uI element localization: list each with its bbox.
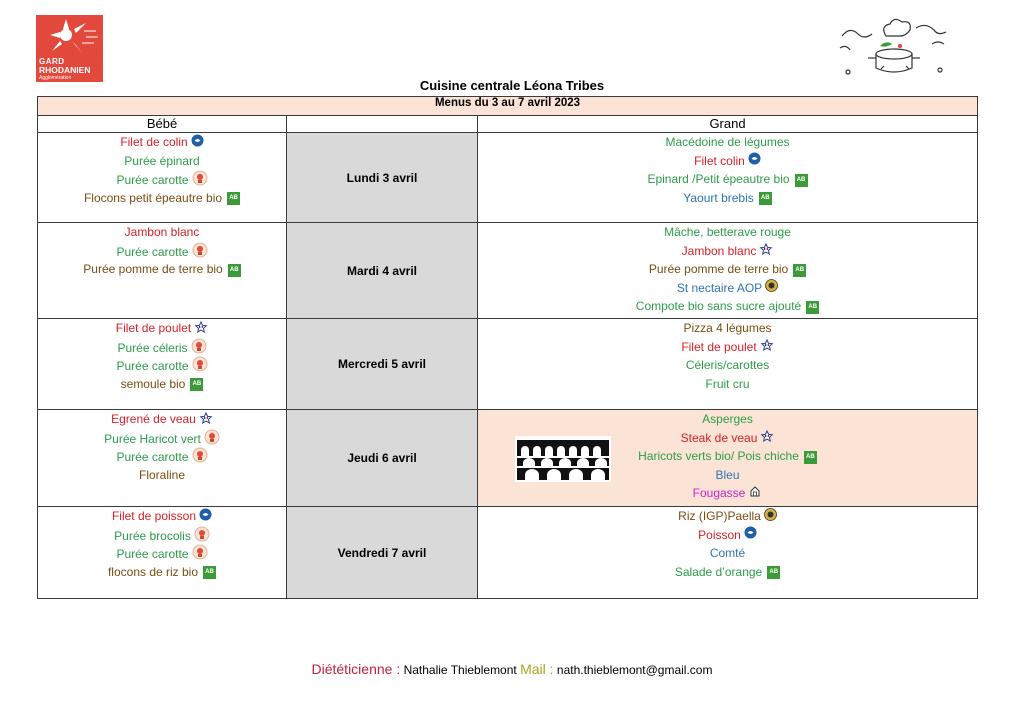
homemade-icon [192, 447, 208, 469]
menu-item-label: Comté [709, 546, 746, 560]
menu-item [38, 189, 286, 208]
logo-mark-icon [36, 15, 103, 59]
bio-icon: AB [757, 189, 772, 208]
menu-item-label: Purée carotte [116, 546, 189, 561]
menu-item-label: Purée Haricot vert [104, 431, 201, 446]
footer-contact [0, 661, 1024, 677]
grand-cell [478, 507, 978, 599]
logo-line1: GARD [39, 57, 65, 66]
day-row [38, 507, 978, 599]
menu-item-label: Purée céleris [117, 340, 188, 355]
menu-item [38, 563, 286, 582]
bio-icon: AB [226, 261, 241, 280]
menu-item [478, 563, 977, 582]
menu-item [38, 242, 286, 261]
day-label: Mardi 4 avril [287, 223, 478, 319]
menu-item-label: Yaourt brebis [683, 190, 754, 205]
menu-item [38, 356, 286, 375]
menu-item-label: Purée pomme de terre bio [648, 262, 789, 276]
menu-item [478, 242, 977, 261]
bio-icon: AB [791, 261, 806, 280]
menu-item [38, 170, 286, 189]
msc-icon [744, 526, 757, 545]
menu-item-label: Salade d’orange [674, 564, 763, 579]
header-grand: Grand [478, 116, 978, 133]
day-row [38, 410, 978, 507]
bio-icon: AB [225, 189, 240, 208]
menu-item [478, 133, 977, 152]
day-label: Mercredi 5 avril [287, 319, 478, 410]
menu-item [38, 223, 286, 242]
dietitian-name: Nathalie Thieblemont [403, 663, 517, 677]
menu-item [478, 223, 977, 242]
bebe-cell [38, 319, 287, 410]
bio-icon: AB [793, 171, 808, 190]
menu-item-label: St nectaire AOP [676, 280, 763, 295]
bebe-cell [38, 410, 287, 507]
menu-item [478, 507, 977, 526]
menu-item-label: Epinard /Petit épeautre bio [647, 172, 790, 186]
menu-item [478, 319, 977, 338]
day-row [38, 223, 978, 319]
menu-item-label: flocons de riz bio [107, 564, 199, 579]
day-label: Lundi 3 avril [287, 133, 478, 223]
grand-cell [478, 319, 978, 410]
bio-icon: AB [804, 298, 819, 317]
logo-line3: Agglomération [39, 75, 72, 81]
gard-rhodanien-logo [36, 15, 103, 82]
menu-item [38, 429, 286, 448]
bakery-icon [748, 484, 762, 504]
menu-item [38, 338, 286, 357]
menu-item [478, 375, 977, 394]
menu-item-label: Purée pomme de terre bio [83, 262, 223, 276]
page-title: Cuisine centrale Léona Tribes [419, 78, 605, 93]
menu-item [38, 507, 286, 526]
menu-item [478, 279, 977, 298]
igp-icon [764, 508, 777, 527]
bio-icon: AB [802, 448, 817, 467]
day-label: Jeudi 6 avril [287, 410, 478, 507]
menu-item-label: Céleris/carottes [685, 358, 770, 372]
menu-item-label: Jambon blanc [681, 243, 757, 258]
menu-item [38, 466, 286, 485]
aop-icon [765, 279, 778, 298]
msc-icon [748, 152, 761, 171]
msc-icon [199, 508, 212, 527]
menu-item [478, 544, 977, 563]
menu-item-label: Haricots verts bio/ Pois chiche [638, 449, 799, 463]
menu-item-label: Egrené de veau [111, 412, 196, 426]
menu-item-label: Floraline [138, 467, 186, 482]
french-origin-icon [760, 429, 774, 448]
french-origin-icon [759, 242, 773, 261]
grand-cell [478, 133, 978, 223]
menu-item-label: Filet de poulet [681, 339, 757, 354]
menu-item-label: Bleu [715, 467, 740, 482]
grand-cell [478, 223, 978, 319]
menu-item-label: Macédoine de légumes [665, 135, 790, 149]
menu-item-label: Fruit cru [705, 376, 750, 391]
mail-label: Mail : [520, 661, 554, 677]
chef-pot-illustration-icon [836, 16, 952, 82]
menu-item-label: Filet de poulet [115, 321, 192, 335]
menu-item-label: Purée carotte [116, 172, 189, 187]
menu-item [478, 484, 977, 503]
menu-item-label: Mâche, betterave rouge [664, 225, 791, 239]
bio-icon: AB [765, 563, 780, 582]
menu-item [38, 544, 286, 563]
menu-item [38, 375, 286, 394]
menu-item [478, 170, 977, 189]
bebe-cell [38, 133, 287, 223]
menu-item [478, 526, 977, 545]
header-day [287, 116, 478, 133]
menu-item-label: semoule bio [120, 376, 186, 391]
menu-item-label: Steak de veau [680, 430, 758, 445]
menu-item-label: Poisson [698, 527, 741, 542]
menu-item [38, 133, 286, 152]
menu-item-label: Pizza 4 légumes [683, 321, 772, 335]
menu-item [38, 410, 286, 429]
menu-item [478, 152, 977, 171]
french-origin-icon [760, 338, 774, 357]
pont-du-gard-icon [515, 436, 611, 482]
french-origin-icon [194, 320, 208, 339]
menu-item [478, 189, 977, 208]
menu-item [38, 260, 286, 279]
day-row [38, 133, 978, 223]
menu-item-label: Purée épinard [124, 153, 200, 168]
menu-item [38, 152, 286, 171]
menu-item-label: Purée carotte [116, 358, 189, 373]
menu-item [478, 297, 977, 316]
menu-item [38, 447, 286, 466]
menu-item [38, 526, 286, 545]
menu-item-label: Purée brocolis [114, 528, 191, 543]
header-bebe: Bébé [38, 116, 287, 133]
menu-item-label: Riz (IGP)Paella [678, 509, 761, 523]
menu-item-label: Filet colin [694, 153, 745, 168]
menu-item-label: Asperges [702, 412, 753, 426]
mail-address[interactable]: nath.thieblemont@gmail.com [556, 663, 713, 677]
menu-item [478, 356, 977, 375]
menu-item-label: Filet de poisson [111, 509, 197, 523]
menu-item-label: Purée carotte [116, 449, 189, 464]
menu-item [478, 338, 977, 357]
menu-item-label: Fougasse [692, 486, 746, 500]
menu-item [38, 319, 286, 338]
french-origin-icon [199, 411, 213, 430]
menu-item-label: Jambon blanc [124, 225, 200, 239]
bebe-cell [38, 223, 287, 319]
day-label: Vendredi 7 avril [287, 507, 478, 599]
logo-line2: RHODANIEN [39, 65, 91, 75]
menu-item-label: Compote bio sans sucre ajouté [635, 299, 802, 313]
day-row [38, 319, 978, 410]
menu-item-label: Filet de colin [120, 135, 188, 149]
bebe-cell [38, 507, 287, 599]
menu-item-label: Flocons petit épeautre bio [83, 190, 223, 205]
menu-item [478, 260, 977, 279]
bio-icon: AB [201, 563, 216, 582]
dietitian-label: Diététicienne : [311, 661, 401, 677]
menu-table [37, 96, 978, 599]
menu-period: Menus du 3 au 7 avril 2023 [38, 97, 978, 116]
menu-item-label: Purée carotte [116, 244, 189, 259]
bio-icon: AB [188, 375, 203, 394]
msc-icon [191, 134, 204, 153]
menu-item [478, 410, 977, 429]
